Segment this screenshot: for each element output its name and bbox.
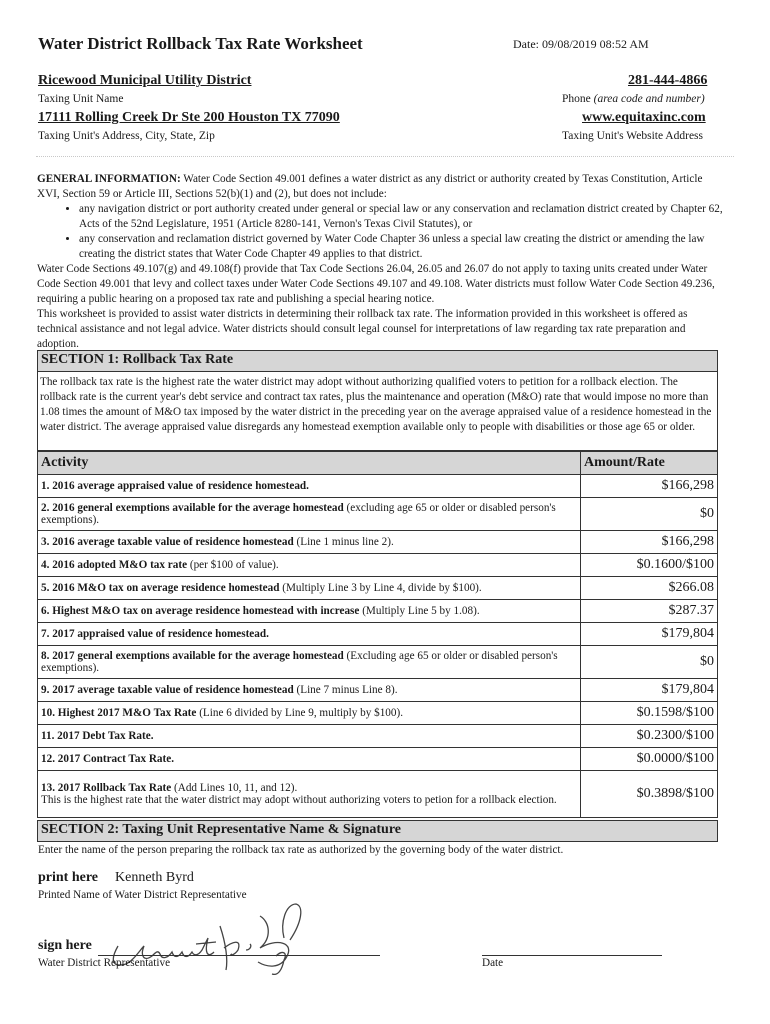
amount-cell: $0.2300/$100 (581, 725, 718, 748)
activity-cell: 6. Highest M&O tax on average residence homestead with increase (Multiply Line 5 by 1.08). (38, 600, 581, 623)
date-line (482, 955, 662, 956)
amount-cell: $0.1600/$100 (581, 554, 718, 577)
general-information (37, 172, 727, 352)
amount-cell: $179,804 (581, 623, 718, 646)
printed-name: Kenneth Byrd (115, 870, 194, 885)
exclusion-list (37, 202, 727, 262)
phone-number: 281-444-4866 (628, 73, 708, 88)
print-date: Date: 09/08/2019 08:52 AM (513, 37, 649, 51)
table-row (38, 475, 718, 498)
activity-cell: 8. 2017 general exemptions available for the average homestead (Excluding age 65 or older or disabled person's exemptions). (38, 646, 581, 679)
phone-caption: Phone (area code and number) (562, 93, 705, 105)
general-para-3: This worksheet is provided to assist water districts in determining their rollback tax rate. The information provided in this worksheet is offered as technical assistance and not legal advice. Water districts should consult legal counsel for interpretations of law regarding tax rate preparation and adoption. (37, 308, 688, 350)
table-row (38, 725, 718, 748)
table-row (38, 646, 718, 679)
amount-cell: $0.0000/$100 (581, 748, 718, 771)
activity-cell: 9. 2017 average taxable value of residence homestead (Line 7 minus Line 8). (38, 679, 581, 702)
date-caption: Date (482, 957, 504, 969)
table-row (38, 554, 718, 577)
taxing-unit-name-caption: Taxing Unit Name (38, 93, 124, 105)
amount-cell: $166,298 (581, 531, 718, 554)
sign-label: sign here (38, 938, 92, 953)
page-title: Water District Rollback Tax Rate Worksheet (38, 34, 363, 53)
table-row (38, 577, 718, 600)
table-row (38, 771, 718, 818)
divider (36, 156, 734, 157)
activity-cell: 3. 2016 average taxable value of residence homestead (Line 1 minus line 2). (38, 531, 581, 554)
table-row (38, 498, 718, 531)
column-header-activity: Activity (38, 452, 581, 475)
website-caption: Taxing Unit's Website Address (562, 130, 703, 142)
amount-cell: $266.08 (581, 577, 718, 600)
amount-cell: $0 (581, 646, 718, 679)
website-link[interactable]: www.equitaxinc.com (582, 110, 706, 125)
address-caption: Taxing Unit's Address, City, State, Zip (38, 130, 215, 142)
amount-cell: $0.1598/$100 (581, 702, 718, 725)
print-label: print here (38, 870, 99, 885)
activity-cell: 13. 2017 Rollback Tax Rate (Add Lines 10, 11, and 12). This is the highest rate that the water district may adopt without authorizing voters to petion for a rollback election. (38, 771, 581, 818)
table-row (38, 679, 718, 702)
table-row (38, 748, 718, 771)
section-1-heading: SECTION 1: Rollback Tax Rate (37, 350, 718, 372)
activity-cell: 11. 2017 Debt Tax Rate. (38, 725, 581, 748)
signature-line (98, 955, 380, 956)
list-item: • any navigation district or port authority created under general or special law or any conservation and reclamation district created by Chapter 62, Acts of the 52nd Legislature, 1951 (Article 8280-141, Vernon's Texas Civil Statutes), or (79, 202, 727, 232)
general-para-2: Water Code Sections 49.107(g) and 49.108(f) provide that Tax Code Sections 26.04, 26.05 and 26.07 do not apply to taxing units created under Water Code Section 49.001 that levy and collect taxes under Water Code Sections 49.107 and 49.108. Water districts must follow Water Code Section 49.236, requiring a public hearing on a proposed tax rate and publishing a special hearing notice. (37, 263, 715, 305)
activity-cell: 5. 2016 M&O tax on average residence homestead (Multiply Line 3 by Line 4, divide by $100). (38, 577, 581, 600)
table-row (38, 531, 718, 554)
amount-cell: $287.37 (581, 600, 718, 623)
table-row (38, 623, 718, 646)
section-2-heading: SECTION 2: Taxing Unit Representative Name & Signature (37, 820, 718, 842)
table-row (38, 600, 718, 623)
activity-cell: 7. 2017 appraised value of residence homestead. (38, 623, 581, 646)
amount-cell: $166,298 (581, 475, 718, 498)
list-item: • any conservation and reclamation district governed by Water Code Chapter 36 unless a special law creating the district or amending the law creating the district states that Water Code Chapter 49 applies to that district. (79, 232, 727, 262)
section-1-description: The rollback tax rate is the highest rate the water district may adopt without authorizing qualified voters to petition for a rollback election. The rollback rate is the current year's debt service and contract tax rates, plus the maintenance and operation (M&O) rate that would impose no more than 1.08 times the amount of M&O tax imposed by the water district in the preceding year on the average appraised value of a residence homestead in the water district. The average appraised value disregards any homestead exemption available only to people with disabilities or those age 65 or older. (37, 372, 718, 451)
taxing-unit-address: 17111 Rolling Creek Dr Ste 200 Houston TX 77090 (38, 110, 340, 125)
column-header-amount: Amount/Rate (581, 452, 718, 475)
activity-cell: 1. 2016 average appraised value of residence homestead. (38, 475, 581, 498)
section-2-description: Enter the name of the person preparing the rollback tax rate as authorized by the governing body of the water district. (38, 844, 564, 856)
table-row (38, 702, 718, 725)
activity-cell: 4. 2016 adopted M&O tax rate (per $100 of value). (38, 554, 581, 577)
activity-cell: 10. Highest 2017 M&O Tax Rate (Line 6 divided by Line 9, multiply by $100). (38, 702, 581, 725)
signature-caption: Water District Representative (38, 957, 171, 969)
amount-cell: $0 (581, 498, 718, 531)
rollback-table (37, 451, 718, 818)
amount-cell: $179,804 (581, 679, 718, 702)
activity-cell: 12. 2017 Contract Tax Rate. (38, 748, 581, 771)
taxing-unit-name: Ricewood Municipal Utility District (38, 73, 252, 88)
general-intro: GENERAL INFORMATION: Water Code Section 49.001 defines a water district as any district or authority created by Texas Constitution, Article XVI, Section 59 or Article III, Sections 52(b)(1) and (2), but does not include: (37, 173, 703, 200)
printed-name-caption: Printed Name of Water District Representative (38, 889, 247, 901)
amount-cell: $0.3898/$100 (581, 771, 718, 818)
activity-cell: 2. 2016 general exemptions available for the average homestead (excluding age 65 or older or disabled person's exemptions). (38, 498, 581, 531)
